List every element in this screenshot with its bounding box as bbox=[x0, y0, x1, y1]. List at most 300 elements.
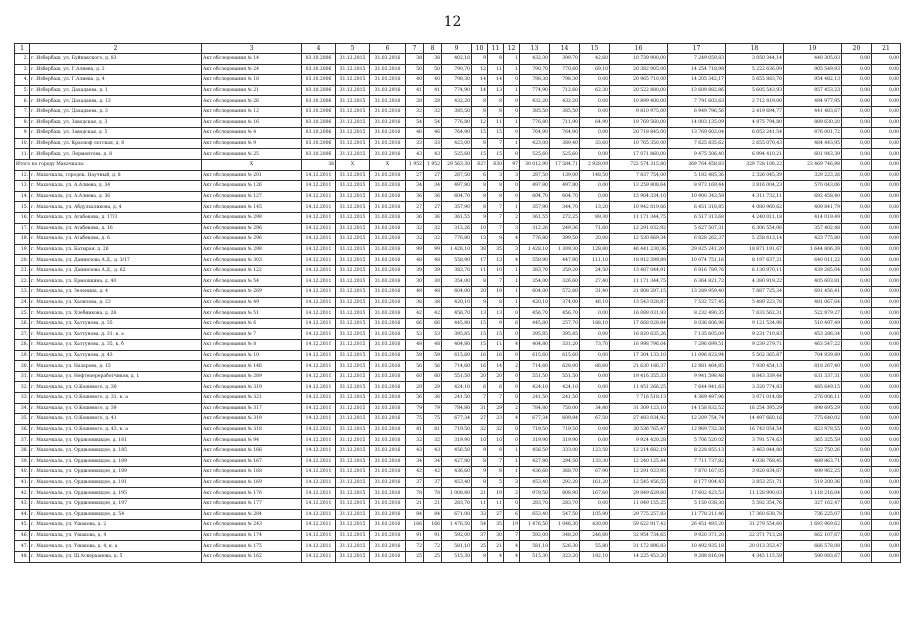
table-cell: 14 bbox=[488, 361, 504, 372]
table-cell: 677,34 bbox=[520, 414, 550, 425]
table-cell: Акт обследования № 201 bbox=[202, 170, 302, 181]
table-cell: 03.10.2006 bbox=[302, 54, 336, 65]
table-cell: 604,70 bbox=[520, 191, 550, 202]
table-cell: 0,00 bbox=[842, 96, 872, 107]
table-cell: 5. bbox=[15, 85, 30, 96]
table-cell: 9 bbox=[472, 54, 488, 65]
table-cell: г. Махачкала, ул. Орджоникидзе, д. 185 bbox=[30, 445, 202, 456]
column-header: 12 bbox=[504, 44, 520, 54]
table-cell: 42. bbox=[15, 488, 30, 499]
table-cell: Акт обследования № 296 bbox=[202, 234, 302, 245]
table-cell: 385,50 bbox=[550, 106, 580, 117]
table-cell: 365 325,59 bbox=[784, 435, 842, 446]
column-header: 3 bbox=[202, 44, 302, 54]
table-cell: 14.12.2011 bbox=[302, 477, 336, 488]
table-cell: 2. bbox=[15, 54, 30, 65]
table-cell: 691 456,41 bbox=[784, 287, 842, 298]
table-cell: 27 483 034,92 bbox=[610, 414, 668, 425]
table-cell: 671,00 bbox=[442, 509, 472, 520]
table-cell: 331,20 bbox=[550, 340, 580, 351]
table-cell: Акт обследования № 21 bbox=[202, 85, 302, 96]
table-cell: Акт обследования № 284 bbox=[202, 509, 302, 520]
table-cell: 0,00 bbox=[842, 212, 872, 223]
table-cell: 55,80 bbox=[580, 541, 610, 552]
table-cell: 16 088 031,93 bbox=[610, 308, 668, 319]
table-cell: 12 214 682,19 bbox=[610, 445, 668, 456]
table-cell: 31.12.2015 bbox=[336, 477, 370, 488]
table-cell: 776,80 bbox=[442, 234, 472, 245]
table-cell: 497,80 bbox=[520, 181, 550, 192]
table-cell: 287,50 bbox=[442, 170, 472, 181]
table-cell: 31.03.2016 bbox=[370, 371, 406, 382]
table-cell: 8 bbox=[488, 445, 504, 456]
table-cell: 41. bbox=[15, 477, 30, 488]
table-cell: 20 382 905,00 bbox=[610, 64, 668, 75]
table-cell: 34 bbox=[424, 181, 442, 192]
table-cell: 31.03.2016 bbox=[370, 350, 406, 361]
table-cell: 7 bbox=[488, 223, 504, 234]
table-cell: 0,00 bbox=[842, 403, 872, 414]
table-cell: 319,90 bbox=[520, 435, 550, 446]
table-cell: 48 bbox=[406, 287, 424, 298]
table-cell: 18 871 191,67 bbox=[726, 244, 784, 255]
table-cell: 770,60 bbox=[550, 64, 580, 75]
table-cell: 23 469 746,98 bbox=[784, 159, 842, 170]
table-row bbox=[15, 255, 901, 266]
table-cell: 0,00 bbox=[872, 54, 901, 65]
table-cell: 32 bbox=[488, 424, 504, 435]
table-cell: 14 bbox=[488, 75, 504, 86]
table-row bbox=[15, 149, 901, 160]
table-cell: Акт обследования № 54 bbox=[202, 276, 302, 287]
table-cell: 10 492 935,18 bbox=[668, 541, 726, 552]
table-cell: 581,10 bbox=[442, 541, 472, 552]
table-cell: 241,50 bbox=[520, 393, 550, 404]
table-cell: г. Избербаш, ул. Заводская, д. 5 bbox=[30, 128, 202, 139]
table-cell: 48 bbox=[406, 340, 424, 351]
table-cell: 1 bbox=[504, 202, 520, 213]
table-cell: 31.03.2016 bbox=[370, 520, 406, 531]
table-cell: 11 049 155,25 bbox=[610, 498, 668, 509]
table-cell: 704 939,89 bbox=[784, 350, 842, 361]
table-cell: 30. bbox=[15, 361, 30, 372]
table-cell: 18 912 399,89 bbox=[610, 255, 668, 266]
table-cell: 294,50 bbox=[550, 456, 580, 467]
column-header: 18 bbox=[726, 44, 784, 54]
table-cell: 79 bbox=[406, 403, 424, 414]
table-row bbox=[15, 456, 901, 467]
table-cell: 32 bbox=[406, 223, 424, 234]
table-cell: 558,90 bbox=[442, 255, 472, 266]
table-cell: 9 bbox=[488, 234, 504, 245]
table-cell: 0,00 bbox=[580, 181, 610, 192]
table-cell: 3 791 574,63 bbox=[726, 435, 784, 446]
table-cell: 42 bbox=[424, 467, 442, 478]
table-cell: 29 bbox=[424, 382, 442, 393]
table-cell: 11 bbox=[472, 498, 488, 509]
table-cell: 16 820 635,26 bbox=[610, 329, 668, 340]
table-cell: 9 924 420,28 bbox=[610, 435, 668, 446]
table-cell: 7 870 167,05 bbox=[668, 467, 726, 478]
table-cell: 38 bbox=[406, 297, 424, 308]
table-cell: 8 197 637,21 bbox=[726, 255, 784, 266]
table-cell: 54 bbox=[424, 117, 442, 128]
table-cell: 38 bbox=[472, 244, 488, 255]
table-row bbox=[15, 202, 901, 213]
table-cell: 28 bbox=[424, 96, 442, 107]
table-cell: 405 603,81 bbox=[784, 276, 842, 287]
table-cell: г. Избербаш, ул. Дахадаева, д. 13 bbox=[30, 96, 202, 107]
table-cell: 0,00 bbox=[842, 551, 872, 562]
table-cell: 0,00 bbox=[842, 361, 872, 372]
table-cell: 33 bbox=[472, 509, 488, 520]
table-cell: 456,50 bbox=[520, 445, 550, 456]
table-cell: 46 bbox=[424, 128, 442, 139]
table-cell: г. Махачкала, ул. Орджоникидзе, д. 189 bbox=[30, 456, 202, 467]
table-cell: 4 bbox=[504, 541, 520, 552]
column-header: 9 bbox=[442, 44, 472, 54]
table-cell: 29 775 257,83 bbox=[610, 509, 668, 520]
table-cell: 432,30 bbox=[520, 54, 550, 65]
table-cell: 784,80 bbox=[520, 403, 550, 414]
table-cell: 6 306 554,06 bbox=[726, 223, 784, 234]
table-cell: 31.12.2015 bbox=[336, 541, 370, 552]
table-cell: 23. bbox=[15, 287, 30, 298]
table-cell: 4 bbox=[488, 551, 504, 562]
table-cell: 2 326 045,39 bbox=[726, 170, 784, 181]
table-cell: 5 627 507,31 bbox=[668, 223, 726, 234]
table-cell: 898 695,29 bbox=[784, 403, 842, 414]
table-cell: 581,10 bbox=[520, 541, 550, 552]
table-cell: г. Махачкала, ул. Ермошкина, д. 40 bbox=[30, 276, 202, 287]
table-cell: 736 225,07 bbox=[784, 509, 842, 520]
table-cell: 31,40 bbox=[580, 287, 610, 298]
column-header: 14 bbox=[550, 44, 580, 54]
table-cell: 8 bbox=[488, 181, 504, 192]
table-cell: 29 925 241,20 bbox=[668, 244, 726, 255]
table-cell: 0,00 bbox=[872, 181, 901, 192]
table-cell: 14.12.2011 bbox=[302, 393, 336, 404]
table-cell: 27 bbox=[488, 509, 504, 520]
table-cell: 99 bbox=[424, 244, 442, 255]
table-cell: 978,50 bbox=[520, 488, 550, 499]
table-cell: 14.12.2011 bbox=[302, 520, 336, 531]
table-cell: 905 549,93 bbox=[784, 64, 842, 75]
table-cell: 8 bbox=[488, 297, 504, 308]
table-cell: 2 bbox=[504, 212, 520, 223]
table-cell: г. Избербаш, ул. Г.Алиева, д. 2 bbox=[30, 64, 202, 75]
table-cell: 0,00 bbox=[842, 117, 872, 128]
table-cell: 60 bbox=[424, 371, 442, 382]
table-cell: 246,80 bbox=[580, 530, 610, 541]
table-cell: 609,84 bbox=[550, 414, 580, 425]
table-cell: 11 bbox=[472, 265, 488, 276]
table-cell: 5 489 223,78 bbox=[726, 297, 784, 308]
table-cell: 2 712 819,00 bbox=[726, 96, 784, 107]
table-cell: 4. bbox=[15, 75, 30, 86]
table-cell: 14 497 660,16 bbox=[726, 414, 784, 425]
table-cell: 12 545 456,55 bbox=[610, 477, 668, 488]
table-cell: 823 978,55 bbox=[784, 424, 842, 435]
table-cell: 14.12.2011 bbox=[302, 202, 336, 213]
table-cell: 72 bbox=[424, 541, 442, 552]
table-cell: 0,00 bbox=[580, 393, 610, 404]
table-cell: 630 bbox=[488, 159, 504, 170]
table-cell: 17 304 133,10 bbox=[610, 350, 668, 361]
table-cell: 34 bbox=[406, 181, 424, 192]
table-cell: 13 bbox=[488, 85, 504, 96]
table-cell: 166 bbox=[424, 520, 442, 531]
table-cell: 0,00 bbox=[872, 520, 901, 531]
table-cell: 31.03.2016 bbox=[370, 308, 406, 319]
table-cell: 12 291 032,92 bbox=[610, 223, 668, 234]
table-cell: Акт обследования № 289 bbox=[202, 371, 302, 382]
table-cell: 2 bbox=[504, 403, 520, 414]
table-cell: 6 451 318,85 bbox=[668, 202, 726, 213]
table-cell: 14.12.2011 bbox=[302, 445, 336, 456]
table-row bbox=[15, 371, 901, 382]
table-cell: 31.03.2016 bbox=[370, 467, 406, 478]
table-cell: 31.12.2015 bbox=[336, 371, 370, 382]
table-cell: 31.12.2015 bbox=[336, 106, 370, 117]
table-cell: 20. bbox=[15, 255, 30, 266]
table-cell: 31.03.2016 bbox=[370, 477, 406, 488]
column-header: 8 bbox=[424, 44, 442, 54]
table-cell: 14.12.2011 bbox=[302, 255, 336, 266]
table-cell: 497,80 bbox=[550, 181, 580, 192]
table-cell: 12 969 732,38 bbox=[668, 424, 726, 435]
table-row bbox=[15, 75, 901, 86]
table-cell: 10 765 350,00 bbox=[610, 138, 668, 149]
table-cell: 42 bbox=[406, 467, 424, 478]
table-cell: г. Махачкала, ул. О.Кошевого, д. 39 bbox=[30, 403, 202, 414]
table-cell: г. Махачкала, ул. Батырая, д. 26 bbox=[30, 244, 202, 255]
table-cell: 0,00 bbox=[872, 498, 901, 509]
table-cell: 436,60 bbox=[442, 467, 472, 478]
table-cell: 38 bbox=[406, 54, 424, 65]
table-cell: 3 920 834,67 bbox=[726, 467, 784, 478]
table-cell: Акт обследования № 14 bbox=[202, 54, 302, 65]
table-cell: 8 843 339,44 bbox=[726, 371, 784, 382]
table-cell: 776,80 bbox=[442, 117, 472, 128]
table-cell: 0,00 bbox=[842, 223, 872, 234]
table-cell: 73,70 bbox=[580, 340, 610, 351]
table-cell: 0,00 bbox=[872, 138, 901, 149]
table-cell: 0,00 bbox=[842, 255, 872, 266]
table-cell: г. Махачкала, ул. Орджоникидзе, д. 189 bbox=[30, 467, 202, 478]
table-row bbox=[15, 551, 901, 562]
table-cell: Акт обследования № 24 bbox=[202, 64, 302, 75]
table-cell: 510 497,49 bbox=[784, 318, 842, 329]
table-cell: 7 249 059,83 bbox=[668, 54, 726, 65]
table-cell: 91 bbox=[424, 530, 442, 541]
table-cell: 21 630 186,37 bbox=[610, 361, 668, 372]
table-cell: 14 254 718,98 bbox=[668, 64, 726, 75]
table-cell: 31.03.2016 bbox=[370, 128, 406, 139]
table-row bbox=[15, 445, 901, 456]
table-cell: 11 171 344,75 bbox=[610, 276, 668, 287]
table-cell: 456,70 bbox=[550, 308, 580, 319]
column-header: 17 bbox=[668, 44, 726, 54]
table-cell: 775 640,02 bbox=[784, 414, 842, 425]
table-cell: 31.12.2015 bbox=[336, 223, 370, 234]
table-row bbox=[15, 117, 901, 128]
table-cell: 21 bbox=[406, 498, 424, 509]
table-cell: г. Махачкала, ул. Агабекова, д. 17/3 bbox=[30, 212, 202, 223]
table-cell: 13 bbox=[472, 308, 488, 319]
table-cell: 440 305,03 bbox=[784, 54, 842, 65]
table-cell: 20 718 845,00 bbox=[610, 128, 668, 139]
table-cell: 43 bbox=[406, 445, 424, 456]
table-cell: 357 402,48 bbox=[784, 223, 842, 234]
table-cell: 31.03.2016 bbox=[370, 170, 406, 181]
table-cell: 31.12.2015 bbox=[336, 96, 370, 107]
table-cell: 0,00 bbox=[580, 191, 610, 202]
table-cell: 2 928,09 bbox=[580, 159, 610, 170]
table-cell: 27 bbox=[406, 170, 424, 181]
table-cell: 31.03.2016 bbox=[370, 403, 406, 414]
table-cell: 14.12.2011 bbox=[302, 276, 336, 287]
table-cell: 1 bbox=[504, 138, 520, 149]
table-cell: 1 693 969,62 bbox=[784, 520, 842, 531]
table-cell: 0 bbox=[504, 96, 520, 107]
table-cell: г. Махачкала, ул. Ушакова, д. 2 bbox=[30, 520, 202, 531]
table-cell: 8 bbox=[472, 96, 488, 107]
table-cell: 20 965 710,00 bbox=[610, 75, 668, 86]
table-cell: 640 011,22 bbox=[784, 255, 842, 266]
table-cell: 0,00 bbox=[580, 424, 610, 435]
table-cell: 16 bbox=[472, 350, 488, 361]
table-cell: 14.12.2011 bbox=[302, 340, 336, 351]
table-cell: 31.12.2015 bbox=[336, 128, 370, 139]
table-cell: 8 bbox=[472, 191, 488, 202]
table-cell: 46,10 bbox=[580, 297, 610, 308]
table-cell: 5 150 038,30 bbox=[668, 498, 726, 509]
table-cell: г. Махачкала, ул. О.Кошевого, д. 43, к. а bbox=[30, 424, 202, 435]
table-cell: 03.10.2006 bbox=[302, 96, 336, 107]
table-cell: г. Махачкала, ул. Орджоникидзе, д. 161 bbox=[30, 435, 202, 446]
table-cell: 1 008,80 bbox=[442, 488, 472, 499]
table-cell: 0,00 bbox=[872, 297, 901, 308]
table-cell: 12 bbox=[472, 117, 488, 128]
table-cell: 0 bbox=[504, 424, 520, 435]
table-cell: 192,10 bbox=[580, 551, 610, 562]
table-cell: Акт обследования № 167 bbox=[202, 456, 302, 467]
table-cell: Акт обследования № 169 bbox=[202, 477, 302, 488]
table-cell: 31.12.2015 bbox=[336, 435, 370, 446]
table-cell: 319,90 bbox=[442, 435, 472, 446]
table-row bbox=[15, 424, 901, 435]
table-cell: 385,50 bbox=[442, 106, 472, 117]
table-cell: 453,40 bbox=[442, 477, 472, 488]
table-cell: 31.03.2016 bbox=[370, 488, 406, 499]
table-cell: 31.03.2016 bbox=[370, 117, 406, 128]
table-cell: 404,80 bbox=[520, 340, 550, 351]
table-cell: 0,00 bbox=[842, 149, 872, 160]
table-cell: 0,00 bbox=[842, 456, 872, 467]
table-cell: 4 080 960,62 bbox=[726, 202, 784, 213]
table-cell: 0,00 bbox=[580, 128, 610, 139]
table-cell: 8 177 004,43 bbox=[668, 477, 726, 488]
table-cell: 20 bbox=[472, 371, 488, 382]
table-cell: 0,00 bbox=[842, 520, 872, 531]
table-cell: 627 bbox=[472, 159, 488, 170]
table-cell: 43 bbox=[406, 149, 424, 160]
table-cell: 3 320 774,83 bbox=[726, 382, 784, 393]
table-cell: г. Избербаш, ул. Дахадаева, д. 3 bbox=[30, 106, 202, 117]
table-cell: 876 001,72 bbox=[784, 128, 842, 139]
table-cell: 30 bbox=[488, 530, 504, 541]
table-cell: 7 bbox=[488, 276, 504, 287]
table-cell: 14.12.2011 bbox=[302, 509, 336, 520]
table-cell: 15 bbox=[488, 149, 504, 160]
table-cell: Акт обследования № 174 bbox=[202, 530, 302, 541]
table-cell: г. Махачкала, ул. О.Кошевого, д. 31, к. а bbox=[30, 393, 202, 404]
table-cell: 0,00 bbox=[872, 265, 901, 276]
table-cell: 3. bbox=[15, 64, 30, 75]
table-row bbox=[15, 393, 901, 404]
table-cell: 0,00 bbox=[872, 477, 901, 488]
table-cell: 0 bbox=[504, 329, 520, 340]
table-cell: 31.03.2016 bbox=[370, 445, 406, 456]
table-cell: 31. bbox=[15, 371, 30, 382]
table-cell: 0 bbox=[504, 308, 520, 319]
table-cell: 12 530 669,34 bbox=[610, 234, 668, 245]
table-cell: 31.12.2015 bbox=[336, 530, 370, 541]
table-cell: 18. bbox=[15, 234, 30, 245]
table-cell: 0,00 bbox=[872, 223, 901, 234]
table-cell: Акт обследования № 318 bbox=[202, 424, 302, 435]
table-cell: 32 bbox=[424, 106, 442, 117]
table-cell: г. Махачкала, ул. А.Алиева, д. 36 bbox=[30, 191, 202, 202]
table-cell: 31.03.2016 bbox=[370, 297, 406, 308]
table-cell: 31.12.2015 bbox=[336, 308, 370, 319]
table-cell: 10 942 819,66 bbox=[610, 202, 668, 213]
table-cell: 0,00 bbox=[872, 149, 901, 160]
table-cell: 0,00 bbox=[842, 106, 872, 117]
table-cell: г. Махачкала, ул. Даниялова А.Д., д. 62 bbox=[30, 265, 202, 276]
table-cell: 499 962,25 bbox=[784, 467, 842, 478]
table-cell: 22. bbox=[15, 276, 30, 287]
table-cell: 43. bbox=[15, 498, 30, 509]
table-cell: 31.03.2016 bbox=[370, 223, 406, 234]
table-cell: 31.03.2016 bbox=[370, 265, 406, 276]
table-cell: 423 775,80 bbox=[784, 234, 842, 245]
table-cell: 1 046,30 bbox=[550, 520, 580, 531]
table-cell: 430,00 bbox=[580, 520, 610, 531]
table-cell: 46 bbox=[406, 128, 424, 139]
table-cell: 99 bbox=[406, 244, 424, 255]
table-cell: 0 bbox=[504, 350, 520, 361]
table-cell: 414 019,49 bbox=[784, 212, 842, 223]
table-cell: 389,40 bbox=[550, 138, 580, 149]
column-header: 4 bbox=[302, 44, 336, 54]
table-cell: 0,00 bbox=[872, 287, 901, 298]
table-cell: 36. bbox=[15, 424, 30, 435]
table-cell: 14.12.2011 bbox=[302, 371, 336, 382]
table-cell: 272,25 bbox=[550, 212, 580, 223]
table-cell: 10 bbox=[488, 265, 504, 276]
table-cell: 519 200,36 bbox=[784, 477, 842, 488]
table-cell: 03.10.2006 bbox=[302, 75, 336, 86]
table-cell: 31.12.2015 bbox=[336, 85, 370, 96]
table-cell: 808,90 bbox=[550, 488, 580, 499]
table-cell: 551,50 bbox=[520, 371, 550, 382]
table-cell: 20 bbox=[488, 371, 504, 382]
table-cell: 1 644 806,39 bbox=[784, 244, 842, 255]
table-cell: 41 bbox=[424, 85, 442, 96]
table-cell: 75 bbox=[424, 414, 442, 425]
